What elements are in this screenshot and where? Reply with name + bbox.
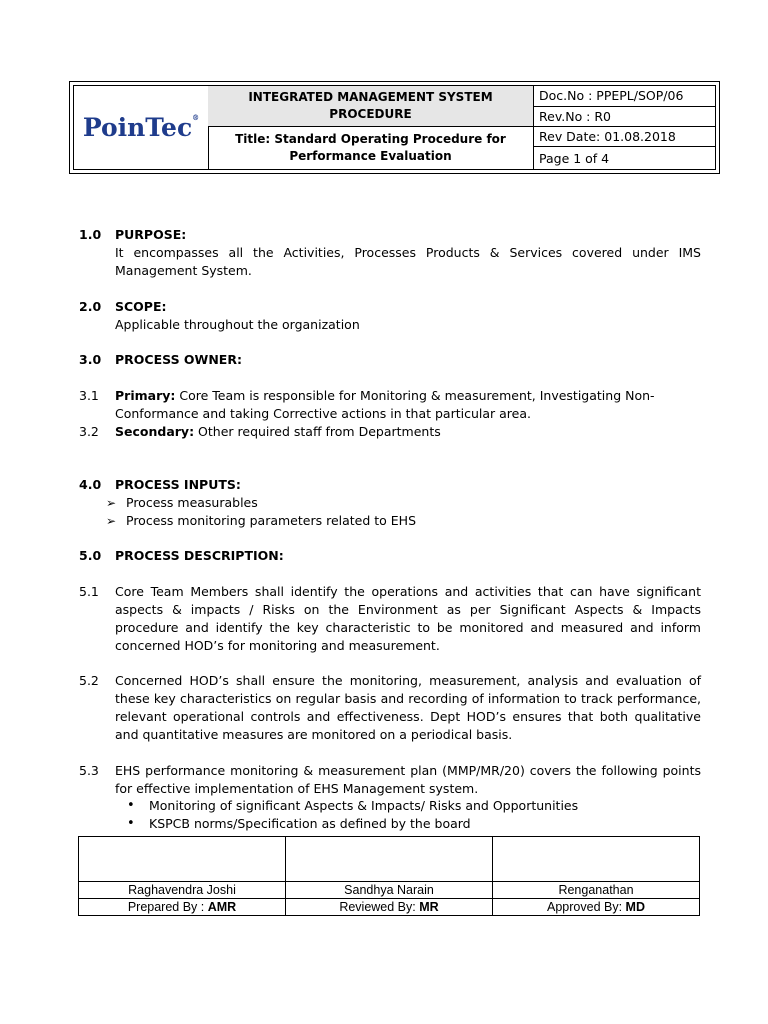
bullet-dot-icon: • [127,798,135,813]
system-title: INTEGRATED MANAGEMENT SYSTEM PROCEDURE [208,86,534,127]
logo-text: PoinTec [82,113,193,142]
signature-box-approved [493,837,700,882]
bullet-dot-icon: • [127,816,135,831]
subsection-number: 3.1 [79,388,99,403]
section-heading-process-description: PROCESS DESCRIPTION: [115,548,284,563]
section-heading-process-inputs: PROCESS INPUTS: [115,477,241,492]
document-title-line2: Performance Evaluation [289,148,452,163]
paragraph-5-3: EHS performance monitoring & measurement plan (MMP/MR/20) covers the following points for effective implementation of EHS Management system. [115,763,701,796]
signature-space-row [79,837,700,882]
signature-table [78,836,700,916]
arrow-bullet-icon: ➢ [106,496,117,510]
secondary-owner-text [115,423,441,441]
approved-by-cell [493,899,700,916]
primary-owner-text [115,387,655,405]
document-header [69,81,720,174]
reviewer-name: Sandhya Narain [286,882,493,899]
paragraph-5-1: Core Team Members shall identify the operations and activities that can have significant aspects & impacts / Risks on the Environment as per Significant Aspects & Impacts procedure and identify the key characteristic to be monitored and measured and inform concerned HOD’s for monitoring and measurement. [115,584,701,653]
primary-label: Primary: [115,388,176,403]
page-number: Page 1 of 4 [539,151,610,166]
logo-registered-mark: ® [192,113,200,122]
reviewed-by-role: MR [419,900,439,914]
subsection-number: 5.1 [79,584,99,599]
prepared-by-cell [79,899,286,916]
scope-text: Applicable throughout the organization [115,317,360,332]
section-number: 4.0 [79,477,102,492]
doc-number: Doc.No : PPEPL/SOP/06 [534,86,715,107]
document-title [208,126,534,169]
section-number: 2.0 [79,299,102,314]
list-item: Monitoring of significant Aspects & Impacts/ Risks and Opportunities [149,798,579,813]
section-heading-purpose: PURPOSE: [115,227,187,242]
prepared-by-role: AMR [207,900,237,914]
list-item: KSPCB norms/Specification as defined by the board [149,816,471,831]
subsection-number: 3.2 [79,424,99,439]
secondary-body: Other required staff from Departments [194,424,441,439]
revision-number: Rev.No : R0 [534,107,715,127]
paragraph-5-2: Concerned HOD’s shall ensure the monitoring, measurement, analysis and evaluation of these key characteristics on regular basis and recording of information to track performance, relevant operational controls and effectiveness. Dept HOD’s ensures that both qualitative and quantitative measures are monitored on a periodical basis. [115,673,701,742]
preparer-name: Raghavendra Joshi [79,882,286,899]
reviewed-by-label: Reviewed By: [339,900,420,914]
reviewed-by-cell [286,899,493,916]
section-heading-process-owner: PROCESS OWNER: [115,352,242,367]
list-item: Process measurables [126,495,258,510]
signature-box-reviewed [286,837,493,882]
subsection-number: 5.2 [79,673,99,688]
approver-name: Renganathan [493,882,700,899]
signatory-roles-row [79,899,700,916]
arrow-bullet-icon: ➢ [106,514,117,528]
document-title-line1: Title: Standard Operating Procedure for [235,131,506,146]
logo-cell [74,86,209,169]
secondary-label: Secondary: [115,424,195,439]
header-table [73,85,716,170]
section-heading-scope: SCOPE: [115,299,167,314]
approved-by-role: MD [625,900,645,914]
section-number: 1.0 [79,227,102,242]
signatory-names-row [79,882,700,899]
list-item: Process monitoring parameters related to EHS [126,513,417,528]
approved-by-label: Approved By: [547,900,626,914]
purpose-text: It encompasses all the Activities, Processes Products & Services covered under IMS Management System. [115,245,701,278]
subsection-number: 5.3 [79,763,99,778]
primary-body: Core Team is responsible for Monitoring & measurement, Investigating Non- [175,388,655,403]
revision-date: Rev Date: 01.08.2018 [534,127,715,147]
company-logo [83,113,199,142]
primary-owner-text-continued: Conformance and taking Corrective actions in that particular area. [115,406,531,421]
prepared-by-label: Prepared By : [127,900,208,914]
signature-box-prepared [79,837,286,882]
section-number: 3.0 [79,352,102,367]
section-number: 5.0 [79,548,102,563]
